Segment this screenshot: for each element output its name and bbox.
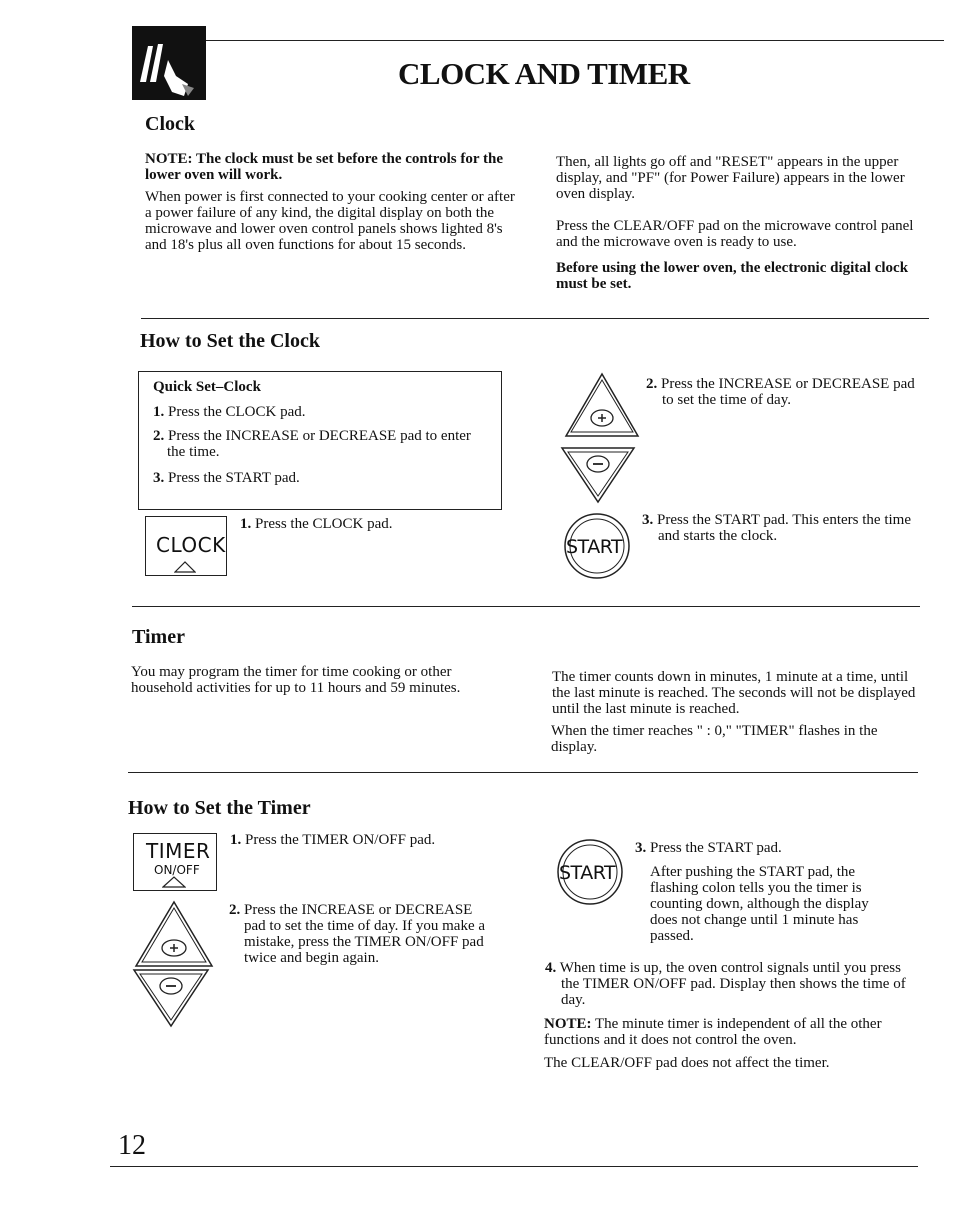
clock-right-bold: Before using the lower oven, the electronic digital clock must be set. <box>556 260 909 292</box>
clock-note: NOTE: The clock must be set before the controls for the lower oven will work. <box>145 151 504 183</box>
quick-step <box>153 470 473 486</box>
timer-pad <box>133 833 217 891</box>
step-text: Press the CLOCK pad. <box>168 404 306 420</box>
step-number: 1. <box>230 832 242 848</box>
note-label: NOTE: <box>544 1016 592 1032</box>
quick-step <box>153 404 473 420</box>
step-text: Press the START pad. <box>650 840 782 856</box>
step-text: Press the CLOCK pad. <box>255 516 393 532</box>
timer-right-p2: When the timer reaches " : 0," "TIMER" flashes in the display. <box>551 723 878 755</box>
clock-heading: Clock <box>145 113 195 135</box>
step-number: 3. <box>153 470 165 486</box>
start-pad <box>556 838 624 906</box>
quick-set-title: Quick Set–Clock <box>153 379 261 395</box>
set-clock-step1 <box>240 516 490 532</box>
clock-left-body: When power is first connected to your cooking center or after a power failure of any kind, the digital display on both the microwave and lower oven control panels shows lighted 8's and 18's plus all oven functions for about 15 seconds. <box>145 189 515 253</box>
step-text: When time is up, the oven control signals until you press the TIMER ON/OFF pad. Display then shows the time of day. <box>559 960 906 1008</box>
set-clock-heading: How to Set the Clock <box>140 330 320 352</box>
increase-pad-icon <box>563 372 641 440</box>
divider <box>141 318 929 319</box>
footer-rule <box>110 1166 918 1167</box>
set-timer-heading: How to Set the Timer <box>128 797 311 819</box>
set-clock-step3 <box>642 512 922 544</box>
decrease-pad-icon <box>131 968 211 1028</box>
timer-note <box>544 1016 894 1048</box>
triangle-up-icon <box>162 876 186 888</box>
timer-left-body: You may program the timer for time cooking or other household activities for up to 11 hours and 59 minutes. <box>131 664 461 696</box>
start-pad-label: START <box>566 536 623 558</box>
step-number: 2. <box>646 376 658 392</box>
timer-pad-sublabel: ON/OFF <box>154 863 200 877</box>
divider <box>128 772 918 773</box>
set-timer-step3-detail: After pushing the START pad, the flashing colon tells you the timer is counting down, although the display does not change until 1 minute has passed. <box>650 864 869 944</box>
clock-right-p2: Press the CLEAR/OFF pad on the microwave control panel and the microwave oven is ready to use. <box>556 218 914 250</box>
decrease-pad-icon <box>559 446 637 504</box>
timer-pad-label: TIMER <box>146 839 211 863</box>
step-number: 2. <box>153 428 165 444</box>
step-number: 1. <box>240 516 252 532</box>
hand-pointer-icon <box>132 26 206 100</box>
section-logo <box>132 26 206 100</box>
step-text: Press the INCREASE or DECREASE pad to set the time of day. If you make a mistake, press the TIMER ON/OFF pad twice and begin again. <box>244 902 486 966</box>
step-number: 4. <box>545 960 557 976</box>
page-title: CLOCK AND TIMER <box>398 56 690 91</box>
step-text: Press the START pad. This enters the time and starts the clock. <box>657 512 911 544</box>
step-text: Press the TIMER ON/OFF pad. <box>245 832 436 848</box>
step-number: 2. <box>229 902 241 918</box>
step-number: 3. <box>642 512 654 528</box>
start-pad-label: START <box>559 862 616 884</box>
set-timer-step1 <box>230 832 490 848</box>
triangle-up-icon <box>174 561 196 573</box>
note-text: The minute timer is independent of all the other functions and it does not control the oven. <box>544 1016 882 1048</box>
divider <box>132 606 920 607</box>
set-clock-step2 <box>646 376 926 408</box>
page-number: 12 <box>118 1130 146 1161</box>
set-timer-step4 <box>545 960 915 1008</box>
start-pad <box>563 512 631 580</box>
set-timer-step2 <box>229 902 491 966</box>
clock-pad <box>145 516 227 576</box>
step-number: 1. <box>153 404 165 420</box>
increase-pad-icon <box>133 900 215 970</box>
timer-right-p1: The timer counts down in minutes, 1 minute at a time, until the last minute is reached. The seconds will not be displayed until the last minute is reached. <box>552 669 916 717</box>
step-text: Press the INCREASE or DECREASE pad to enter the time. <box>167 428 471 460</box>
timer-heading: Timer <box>132 626 185 648</box>
step-number: 3. <box>635 840 647 856</box>
set-timer-step3 <box>635 840 895 856</box>
quick-step <box>153 428 478 460</box>
step-text: Press the INCREASE or DECREASE pad to set the time of day. <box>661 376 915 408</box>
clock-right-p1: Then, all lights go off and "RESET" appears in the upper display, and "PF" (for Power Failure) appears in the lower oven display. <box>556 154 905 202</box>
clock-pad-label: CLOCK <box>156 533 226 557</box>
header-rule <box>206 40 944 41</box>
step-text: Press the START pad. <box>168 470 300 486</box>
timer-note-p2: The CLEAR/OFF pad does not affect the timer. <box>544 1055 830 1071</box>
